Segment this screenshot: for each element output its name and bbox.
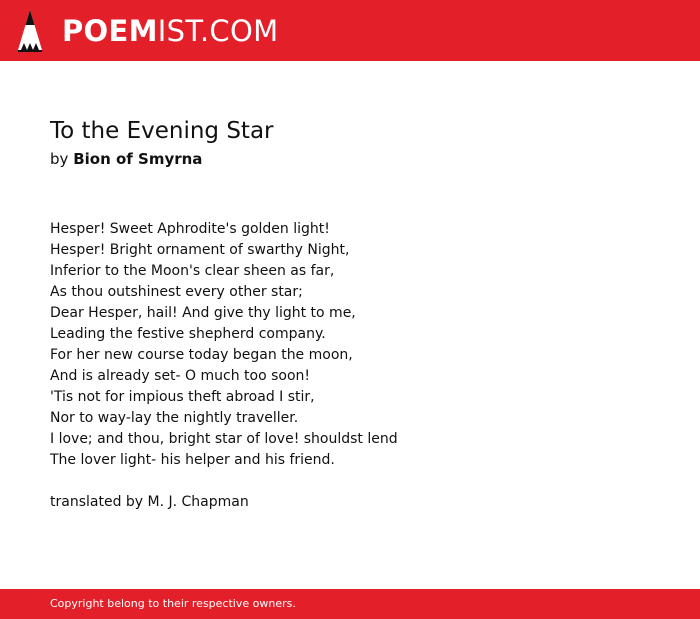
poem-line: Inferior to the Moon's clear sheen as far, [50,263,335,279]
logo-text-strong: POEM [62,13,158,48]
poem-line: Hesper! Sweet Aphrodite's golden light! [50,221,330,237]
byline-label: by [50,150,69,168]
logo-text-light: IST.COM [157,13,279,48]
poem-title: To the Evening Star [50,118,274,144]
poem-line: The lover light- his helper and his friend. [50,452,335,468]
poem-content [50,116,650,513]
site-header [0,0,700,61]
pencil-tip-icon [18,10,42,52]
poem-line: For her new course today began the moon, [50,347,353,363]
site-logo-text [62,13,279,48]
poem-byline [50,148,650,170]
site-footer [0,589,700,619]
site-logo-link[interactable] [18,9,278,53]
poem-line: Dear Hesper, hail! And give thy light to me, [50,305,356,321]
poem-line: Nor to way-lay the nightly traveller. [50,410,299,426]
poem-line: 'Tis not for impious theft abroad I stir, [50,389,315,405]
poem-line: I love; and thou, bright star of love! shouldst lend [50,431,398,447]
poem-author: Bion of Smyrna [73,150,203,168]
poem-line: Hesper! Bright ornament of swarthy Night, [50,242,350,258]
poem-line: And is already set- O much too soon! [50,368,311,384]
translator-credit: translated by M. J. Chapman [50,494,249,510]
poem-line: As thou outshinest every other star; [50,284,303,300]
poem-line: Leading the festive shepherd company. [50,326,326,342]
poem-body [50,219,650,471]
copyright-notice: Copyright belong to their respective owners. [50,597,296,610]
